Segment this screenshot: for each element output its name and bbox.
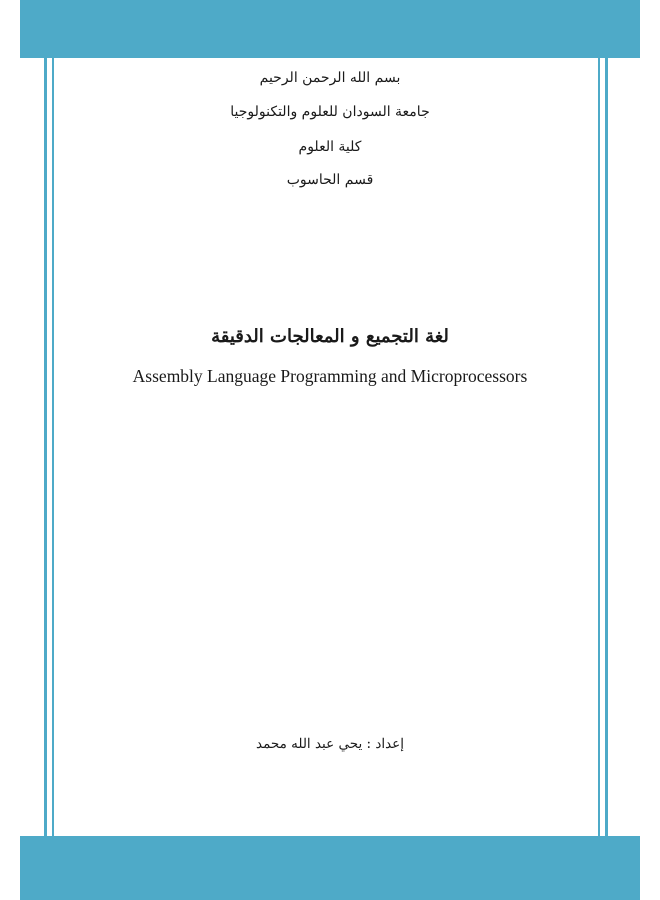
right-outer-border-line xyxy=(605,0,608,900)
department-name: قسم الحاسوب xyxy=(286,172,374,188)
top-border-band xyxy=(20,0,640,58)
right-inner-border-line xyxy=(598,0,600,900)
university-name: جامعة السودان للعلوم والتكنولوجيا xyxy=(230,104,430,120)
faculty-name: كلية العلوم xyxy=(298,139,362,155)
document-title-arabic: لغة التجميع و المعالجات الدقيقة xyxy=(211,326,449,347)
bottom-border-band xyxy=(20,836,640,900)
document-title-english: Assembly Language Programming and Microprocessors xyxy=(132,366,528,386)
bismillah-line: بسم الله الرحمن الرحيم xyxy=(259,70,401,86)
left-outer-border-line xyxy=(44,0,47,900)
author-line: إعداد : يحي عبد الله محمد xyxy=(255,736,404,752)
left-inner-border-line xyxy=(52,0,54,900)
